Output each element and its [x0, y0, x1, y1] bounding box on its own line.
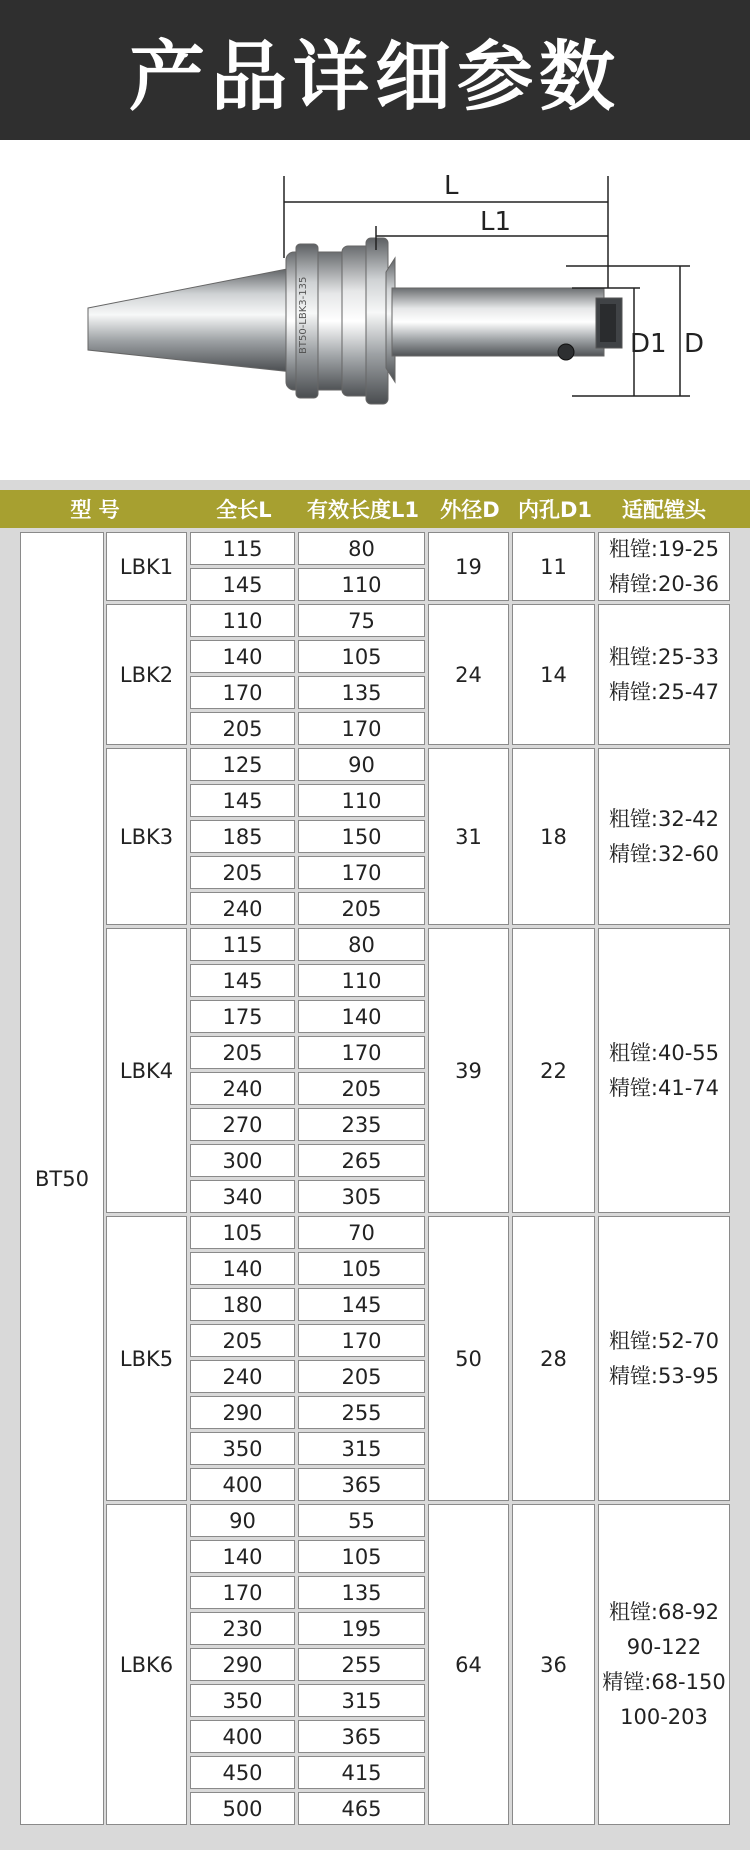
tool-holder-drawing — [0, 140, 750, 480]
boring-head-range: 粗镗:32-42 — [608, 806, 720, 831]
length-L1-cell: 105 — [298, 640, 425, 673]
spec-table — [0, 480, 750, 1850]
boring-head-range: 精镗:20-36 — [608, 571, 720, 596]
length-L-cell: 110 — [190, 604, 295, 637]
series-cell: LBK4 — [106, 928, 187, 1213]
length-L1-cell: 255 — [298, 1648, 425, 1681]
boring-head-range: 粗镗:68-92 — [608, 1599, 720, 1624]
length-L-cell: 240 — [190, 1072, 295, 1105]
inner-bore-cell: 14 — [512, 604, 595, 745]
length-L-cell: 450 — [190, 1756, 295, 1789]
length-L-cell: 270 — [190, 1108, 295, 1141]
length-L-cell: 205 — [190, 1324, 295, 1357]
length-L-cell: 145 — [190, 784, 295, 817]
boring-head-range: 100-203 — [620, 1704, 708, 1729]
length-L1-cell: 315 — [298, 1684, 425, 1717]
boring-head-range: 精镗:25-47 — [608, 679, 720, 704]
length-L-cell: 105 — [190, 1216, 295, 1249]
length-L1-cell: 235 — [298, 1108, 425, 1141]
length-L-cell: 350 — [190, 1432, 295, 1465]
boring-head-cell — [598, 748, 730, 925]
boring-head-range: 精镗:41-74 — [608, 1075, 720, 1100]
length-L-cell: 205 — [190, 712, 295, 745]
length-L1-cell: 205 — [298, 1360, 425, 1393]
length-L-cell: 140 — [190, 1252, 295, 1285]
length-L1-cell: 110 — [298, 784, 425, 817]
length-L-cell: 115 — [190, 928, 295, 961]
model-cell: BT50 — [20, 532, 104, 1825]
length-L-cell: 140 — [190, 640, 295, 673]
outer-diameter-cell: 64 — [428, 1504, 509, 1825]
series-cell: LBK6 — [106, 1504, 187, 1825]
length-L1-cell: 55 — [298, 1504, 425, 1537]
length-L1-cell: 105 — [298, 1252, 425, 1285]
length-L1-cell: 70 — [298, 1216, 425, 1249]
boring-head-cell — [598, 928, 730, 1213]
outer-diameter-cell: 19 — [428, 532, 509, 601]
length-L-cell: 125 — [190, 748, 295, 781]
length-L-cell: 400 — [190, 1720, 295, 1753]
length-L-cell: 175 — [190, 1000, 295, 1033]
length-L1-cell: 365 — [298, 1720, 425, 1753]
boring-head-range: 粗镗:25-33 — [608, 644, 720, 669]
boring-head-range: 精镗:32-60 — [608, 841, 720, 866]
header-cell: 外径D — [428, 490, 512, 528]
length-L1-cell: 195 — [298, 1612, 425, 1645]
length-L1-cell: 145 — [298, 1288, 425, 1321]
length-L-cell: 230 — [190, 1612, 295, 1645]
length-L-cell: 300 — [190, 1144, 295, 1177]
boring-head-range: 90-122 — [626, 1634, 702, 1659]
inner-bore-cell: 22 — [512, 928, 595, 1213]
boring-head-cell — [598, 1216, 730, 1501]
length-L1-cell: 80 — [298, 532, 425, 565]
label-L1: L1 — [480, 207, 512, 237]
boring-head-cell — [598, 604, 730, 745]
length-L1-cell: 170 — [298, 712, 425, 745]
length-L1-cell: 110 — [298, 568, 425, 601]
length-L1-cell: 170 — [298, 856, 425, 889]
length-L-cell: 185 — [190, 820, 295, 853]
length-L1-cell: 205 — [298, 892, 425, 925]
boring-head-range: 粗镗:52-70 — [608, 1328, 720, 1353]
label-L: L — [444, 171, 459, 201]
length-L-cell: 500 — [190, 1792, 295, 1825]
length-L-cell: 240 — [190, 1360, 295, 1393]
inner-bore-cell: 36 — [512, 1504, 595, 1825]
inner-bore-cell: 28 — [512, 1216, 595, 1501]
header-cell: 型 号 — [0, 490, 190, 528]
length-L1-cell: 150 — [298, 820, 425, 853]
boring-head-cell — [598, 1504, 730, 1825]
length-L1-cell: 105 — [298, 1540, 425, 1573]
length-L1-cell: 170 — [298, 1324, 425, 1357]
label-D1: D1 — [630, 329, 667, 359]
length-L1-cell: 415 — [298, 1756, 425, 1789]
length-L-cell: 205 — [190, 856, 295, 889]
length-L-cell: 350 — [190, 1684, 295, 1717]
length-L-cell: 340 — [190, 1180, 295, 1213]
length-L-cell: 145 — [190, 964, 295, 997]
boring-head-range: 粗镗:40-55 — [608, 1040, 720, 1065]
length-L1-cell: 75 — [298, 604, 425, 637]
length-L1-cell: 205 — [298, 1072, 425, 1105]
length-L1-cell: 110 — [298, 964, 425, 997]
svg-text:BT50-LBK3-135: BT50-LBK3-135 — [298, 276, 309, 354]
length-L-cell: 400 — [190, 1468, 295, 1501]
length-L1-cell: 80 — [298, 928, 425, 961]
length-L-cell: 240 — [190, 892, 295, 925]
length-L-cell: 170 — [190, 676, 295, 709]
length-L-cell: 290 — [190, 1396, 295, 1429]
boring-head-range: 精镗:68-150 — [602, 1669, 726, 1694]
header-cell: 适配镗头 — [598, 490, 730, 528]
page-title: 产品详细参数 — [129, 31, 621, 121]
boring-head-range: 粗镗:19-25 — [608, 536, 720, 561]
series-cell: LBK2 — [106, 604, 187, 745]
outer-diameter-cell: 24 — [428, 604, 509, 745]
outer-diameter-cell: 39 — [428, 928, 509, 1213]
length-L-cell: 90 — [190, 1504, 295, 1537]
length-L1-cell: 170 — [298, 1036, 425, 1069]
length-L1-cell: 135 — [298, 1576, 425, 1609]
taper-shank — [88, 268, 292, 372]
boring-body — [392, 288, 604, 356]
inner-bore-cell: 18 — [512, 748, 595, 925]
length-L1-cell: 315 — [298, 1432, 425, 1465]
length-L1-cell: 135 — [298, 676, 425, 709]
header-cell: 全长L — [190, 490, 298, 528]
length-L1-cell: 140 — [298, 1000, 425, 1033]
header-cell: 有效长度L1 — [298, 490, 428, 528]
length-L1-cell: 90 — [298, 748, 425, 781]
outer-diameter-cell: 31 — [428, 748, 509, 925]
outer-diameter-cell: 50 — [428, 1216, 509, 1501]
inner-bore-cell: 11 — [512, 532, 595, 601]
length-L-cell: 145 — [190, 568, 295, 601]
tool-holder-diagram — [0, 140, 750, 480]
length-L1-cell: 365 — [298, 1468, 425, 1501]
length-L1-cell: 465 — [298, 1792, 425, 1825]
length-L-cell: 205 — [190, 1036, 295, 1069]
length-L-cell: 170 — [190, 1576, 295, 1609]
length-L1-cell: 255 — [298, 1396, 425, 1429]
length-L1-cell: 265 — [298, 1144, 425, 1177]
length-L-cell: 115 — [190, 532, 295, 565]
length-L-cell: 290 — [190, 1648, 295, 1681]
series-cell: LBK1 — [106, 532, 187, 601]
series-cell: LBK5 — [106, 1216, 187, 1501]
length-L-cell: 140 — [190, 1540, 295, 1573]
series-cell: LBK3 — [106, 748, 187, 925]
label-D: D — [684, 329, 705, 359]
boring-head-cell — [598, 532, 730, 601]
header-cell: 内孔D1 — [512, 490, 598, 528]
header-banner — [0, 0, 750, 140]
length-L-cell: 180 — [190, 1288, 295, 1321]
boring-head-range: 精镗:53-95 — [608, 1363, 720, 1388]
length-L1-cell: 305 — [298, 1180, 425, 1213]
